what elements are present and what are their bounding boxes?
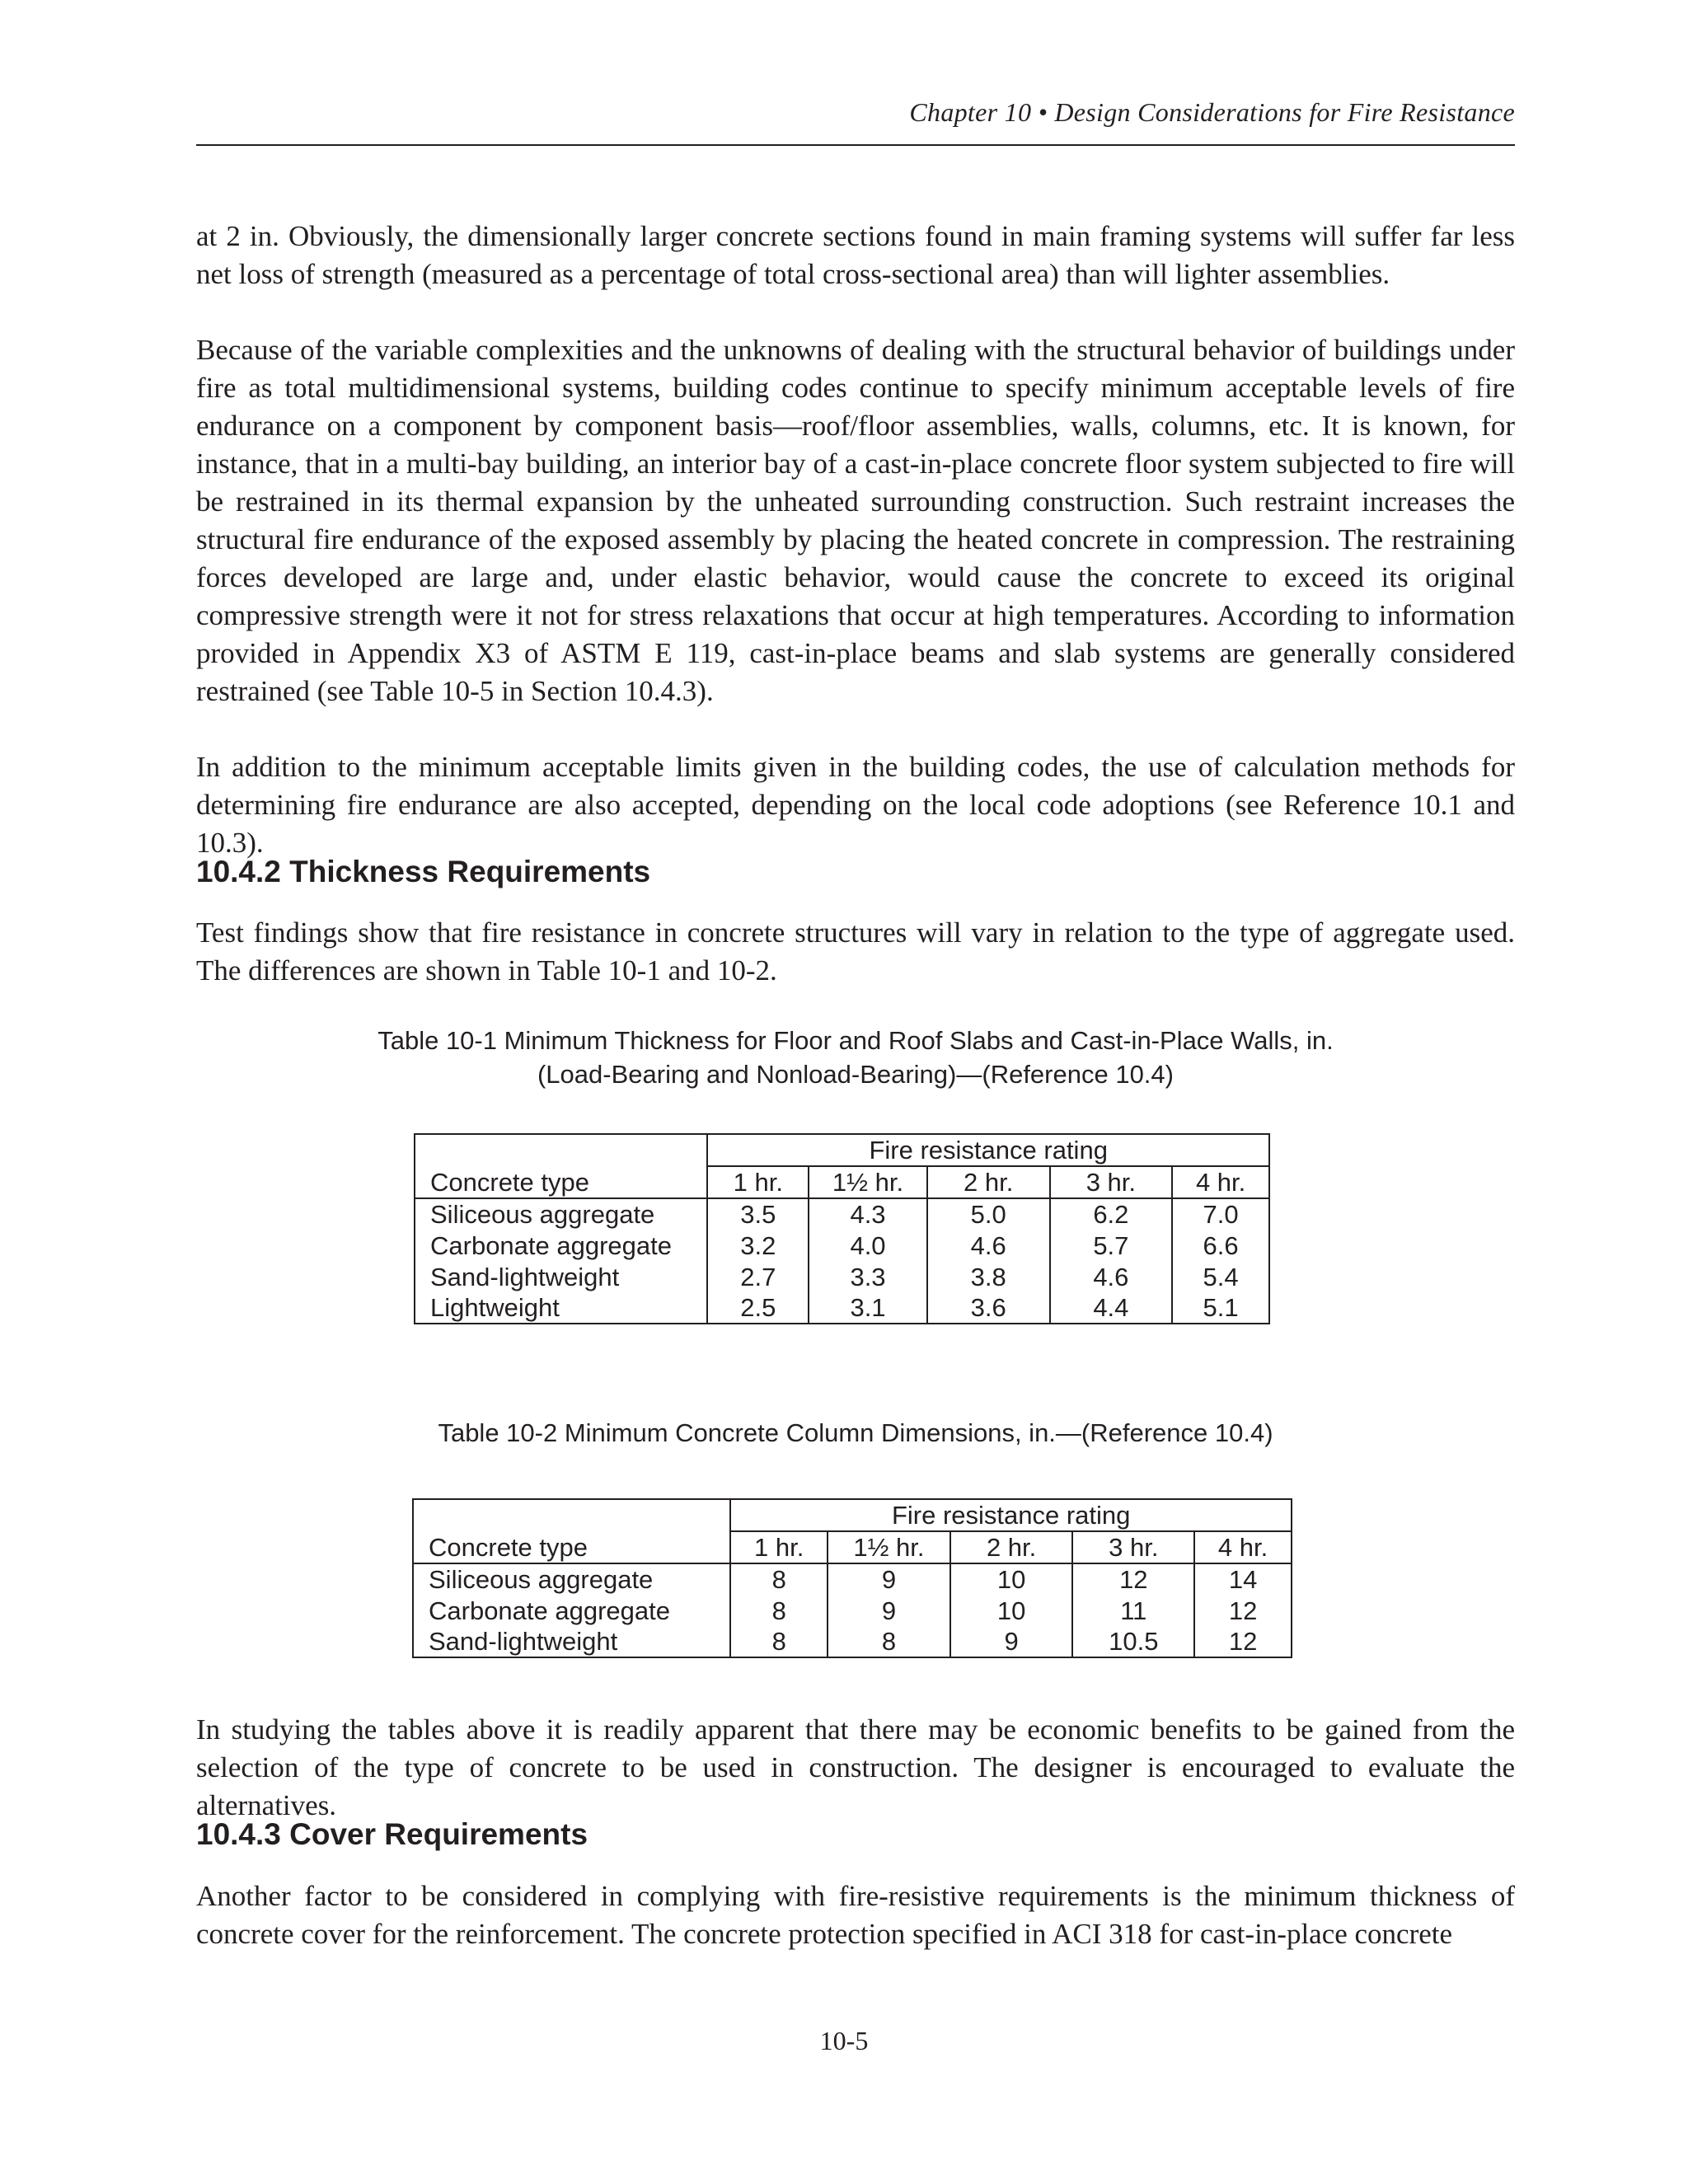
table-row — [413, 1563, 1292, 1595]
table-cell-type: Siliceous aggregate — [415, 1198, 707, 1230]
table-cell: 8 — [730, 1626, 828, 1657]
table-cell: 9 — [828, 1563, 950, 1595]
table-cell: 6.2 — [1050, 1198, 1173, 1230]
table-cell: 3.6 — [927, 1292, 1050, 1324]
table-cell-type: Lightweight — [415, 1292, 707, 1324]
table-1 — [414, 1133, 1270, 1324]
table-cell: 9 — [950, 1626, 1073, 1657]
table-cell: 4.3 — [809, 1198, 927, 1230]
table-2-col-header: 3 hr. — [1072, 1531, 1194, 1563]
table-cell: 4.0 — [809, 1230, 927, 1261]
table-1-col-header: 3 hr. — [1050, 1166, 1173, 1198]
paragraph-2: Because of the variable complexities and the unknowns of dealing with the structural behavior of buildings under fire as total multidimensional systems, building codes continue to specify minimum acceptable levels of fire endurance on a component by component basis—roof/floor assemblies, walls, columns, etc. It is known, for instance, that in a multi-bay building, an interior bay of a cast-in-place concrete floor system subjected to fire will be restrained in its thermal expansion by the unheated surrounding construction. Such restraint increases the structural fire endurance of the exposed assembly by placing the heated concrete in compression. The restraining forces developed are large and, under elastic behavior, would cause the concrete to exceed its original compressive strength were it not for stress relaxations that occur at high temperatures. According to information provided in Appendix X3 of ASTM E 119, cast-in-place beams and slab systems are generally considered restrained (see Table 10-5 in Section 10.4.3). — [196, 334, 1515, 707]
table-1-col-header: 4 hr. — [1172, 1166, 1269, 1198]
table-cell: 3.2 — [707, 1230, 809, 1261]
table-row — [413, 1626, 1292, 1657]
table-cell: 5.4 — [1172, 1261, 1269, 1292]
table-2-col-header: 1½ hr. — [828, 1531, 950, 1563]
paragraph-4: Test findings show that fire resistance in concrete structures will vary in relation to the type of aggregate used. The differences are shown in Table 10-1 and 10-2. — [196, 916, 1515, 987]
table-2-corner — [413, 1499, 730, 1531]
table-1-col-header: 1½ hr. — [809, 1166, 927, 1198]
table-cell: 10.5 — [1072, 1626, 1194, 1657]
table-cell: 8 — [730, 1563, 828, 1595]
table-cell: 3.8 — [927, 1261, 1050, 1292]
table-2-group-header: Fire resistance rating — [730, 1499, 1292, 1531]
section-heading-cover: 10.4.3 Cover Requirements — [196, 1817, 588, 1851]
header-rule — [196, 144, 1515, 146]
table-2-col-header: 1 hr. — [730, 1531, 828, 1563]
table-cell-type: Carbonate aggregate — [415, 1230, 707, 1261]
table-cell: 12 — [1072, 1563, 1194, 1595]
table-cell: 12 — [1194, 1595, 1292, 1626]
table-cell: 8 — [828, 1626, 950, 1657]
table-2-caption: Table 10-2 Minimum Concrete Column Dimensions, in.—(Reference 10.4) — [438, 1418, 1273, 1447]
table-row — [415, 1198, 1269, 1230]
table-cell: 3.5 — [707, 1198, 809, 1230]
table-2-col-header: 4 hr. — [1194, 1531, 1292, 1563]
table-cell-type: Sand-lightweight — [413, 1626, 730, 1657]
table-cell: 14 — [1194, 1563, 1292, 1595]
table-cell: 2.7 — [707, 1261, 809, 1292]
table-cell-type: Carbonate aggregate — [413, 1595, 730, 1626]
paragraph-3: In addition to the minimum acceptable limits given in the building codes, the use of calculation methods for determining fire endurance are also accepted, depending on the local code adoptions (see Reference 10.1 and 10.3). — [196, 751, 1515, 859]
running-header: Chapter 10 • Design Considerations for Fire Resistance — [909, 97, 1515, 127]
table-cell: 8 — [730, 1595, 828, 1626]
table-1-row-header: Concrete type — [415, 1166, 707, 1198]
table-cell: 9 — [828, 1595, 950, 1626]
table-row — [415, 1261, 1269, 1292]
page-number: 10-5 — [819, 2026, 869, 2055]
table-cell: 3.3 — [809, 1261, 927, 1292]
table-cell: 4.4 — [1050, 1292, 1173, 1324]
table-1-col-header: 1 hr. — [707, 1166, 809, 1198]
table-1-caption-line-1: Table 10-1 Minimum Thickness for Floor and Roof Slabs and Cast-in-Place Walls, in. — [377, 1026, 1334, 1055]
table-row — [413, 1595, 1292, 1626]
table-2-row-header: Concrete type — [413, 1531, 730, 1563]
table-cell: 3.1 — [809, 1292, 927, 1324]
table-row — [415, 1230, 1269, 1261]
table-cell: 4.6 — [927, 1230, 1050, 1261]
table-cell-type: Sand-lightweight — [415, 1261, 707, 1292]
paragraph-6: Another factor to be considered in complying with fire-resistive requirements is the minimum thickness of concrete cover for the reinforcement. The concrete protection specified in ACI 318 for cast-in-place concrete — [196, 1880, 1515, 1950]
table-cell: 10 — [950, 1563, 1073, 1595]
table-cell: 5.1 — [1172, 1292, 1269, 1324]
table-cell: 5.7 — [1050, 1230, 1173, 1261]
table-2-col-header: 2 hr. — [950, 1531, 1073, 1563]
table-1-group-header: Fire resistance rating — [707, 1134, 1269, 1166]
table-cell: 2.5 — [707, 1292, 809, 1324]
paragraph-5: In studying the tables above it is readily apparent that there may be economic benefits to be gained from the selection of the type of concrete to be used in construction. The designer is encouraged to evaluate the alternatives. — [196, 1713, 1515, 1821]
table-cell: 12 — [1194, 1626, 1292, 1657]
paragraph-1: at 2 in. Obviously, the dimensionally larger concrete sections found in main framing systems will suffer far less net loss of strength (measured as a percentage of total cross-sectional area) than will lighter assemblies. — [196, 220, 1515, 290]
table-cell: 6.6 — [1172, 1230, 1269, 1261]
table-1-caption-line-2: (Load-Bearing and Nonload-Bearing)—(Reference 10.4) — [537, 1060, 1174, 1089]
table-2 — [412, 1498, 1292, 1658]
table-cell: 4.6 — [1050, 1261, 1173, 1292]
table-cell: 10 — [950, 1595, 1073, 1626]
table-1-corner — [415, 1134, 707, 1166]
table-row — [415, 1292, 1269, 1324]
table-cell: 11 — [1072, 1595, 1194, 1626]
table-cell-type: Siliceous aggregate — [413, 1563, 730, 1595]
table-cell: 5.0 — [927, 1198, 1050, 1230]
table-1-col-header: 2 hr. — [927, 1166, 1050, 1198]
section-heading-thickness: 10.4.2 Thickness Requirements — [196, 855, 651, 888]
table-cell: 7.0 — [1172, 1198, 1269, 1230]
